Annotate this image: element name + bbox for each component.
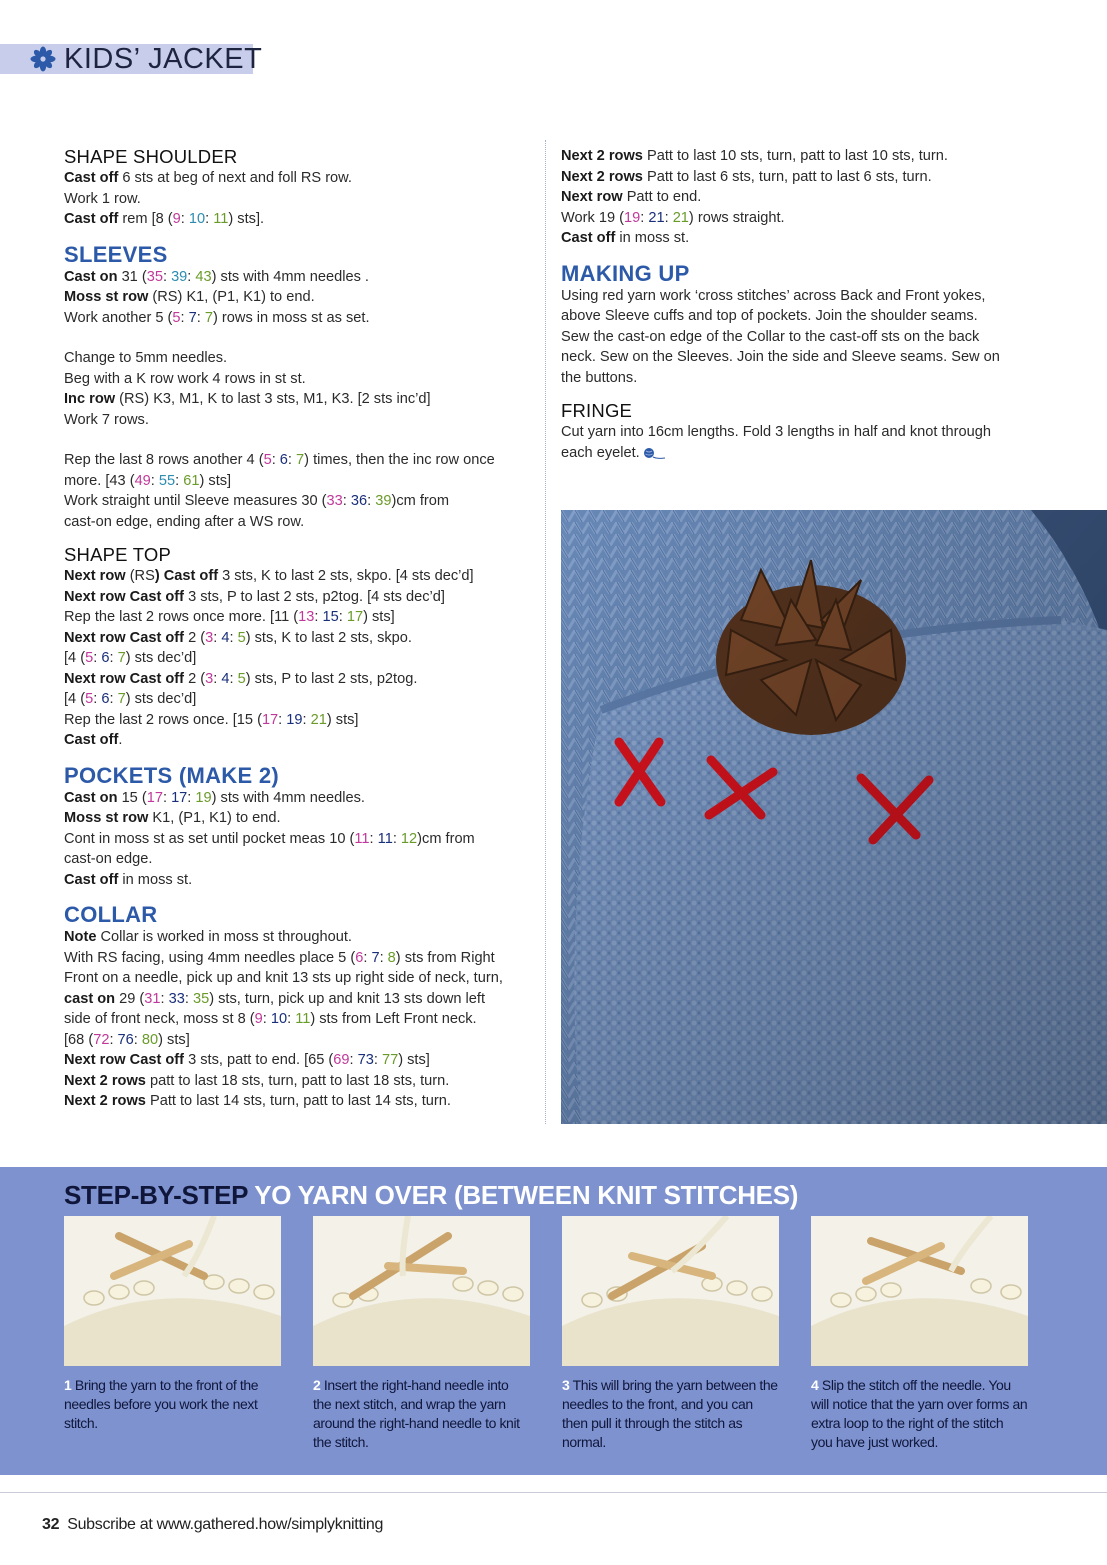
text-line: Rep the last 8 rows another 4 (5: 6: 7) times, then the inc row once	[64, 452, 495, 468]
step-by-step-title: STEP-BY-STEP YO YARN OVER (BETWEEN KNIT STITCHES)	[64, 1180, 799, 1210]
text-line: Cast on 31 (35: 39: 43) sts with 4mm needles .	[64, 268, 369, 285]
needles-illustration	[562, 1216, 779, 1366]
text-line: cast-on edge.	[64, 851, 153, 867]
step-2-photo	[313, 1216, 530, 1366]
section-collar-continued	[561, 146, 1031, 249]
step-3-caption: 3 This will bring the yarn between the needles to the front, and you can then pull it through the stitch as normal.	[562, 1377, 778, 1450]
text-line: Rep the last 2 rows once. [15 (17: 19: 21) sts]	[64, 711, 359, 728]
text-line: [4 (5: 6: 7) sts dec’d]	[64, 650, 197, 666]
text-line: Cast on 15 (17: 17: 19) sts with 4mm needles.	[64, 789, 365, 806]
text-line: Rep the last 2 rows once more. [11 (13: 15: 17) sts]	[64, 609, 395, 625]
text-line: Cast off in moss st.	[64, 871, 193, 888]
text-line: Sew the cast-on edge of the Collar to the cast-off sts on the back	[561, 328, 980, 345]
text-line: Next row Cast off 3 sts, P to last 2 sts, p2tog. [4 sts dec’d]	[64, 588, 445, 605]
text-line: Next row Cast off 2 (3: 4: 5) sts, K to last 2 sts, skpo.	[64, 629, 412, 646]
text-line: Moss st row (RS) K1, (P1, K1) to end.	[64, 289, 315, 305]
heading-collar: COLLAR	[64, 902, 158, 927]
section-fringe	[561, 400, 1031, 463]
step-3-photo	[562, 1216, 779, 1366]
column-divider	[545, 140, 546, 1124]
text-line: Moss st row K1, (P1, K1) to end.	[64, 810, 281, 826]
heading-shape-shoulder: SHAPE SHOULDER	[64, 146, 238, 167]
text-line: Cast off 6 sts at beg of next and foll RS row.	[64, 170, 352, 186]
footer-divider	[0, 1492, 1107, 1493]
text-line: Next row Cast off 2 (3: 4: 5) sts, P to last 2 sts, p2tog.	[64, 670, 418, 687]
heading-fringe: FRINGE	[561, 400, 633, 421]
text-line: Note Collar is worked in moss st throughout.	[64, 929, 352, 945]
step-1-caption: 1 Bring the yarn to the front of the needles before you work the next stitch.	[64, 1377, 259, 1431]
text-line: side of front neck, moss st 8 (9: 10: 11) sts from Left Front neck.	[64, 1011, 477, 1027]
flower-icon	[30, 46, 56, 72]
text-line: Next row (RS) Cast off 3 sts, K to last 2 sts, skpo. [4 sts dec’d]	[64, 568, 474, 584]
right-column	[561, 146, 1031, 463]
text-line: Next 2 rows patt to last 18 sts, turn, patt to last 18 sts, turn.	[64, 1072, 450, 1089]
text-line: more. [43 (49: 55: 61) sts]	[64, 472, 232, 489]
heading-sleeves: SLEEVES	[64, 241, 168, 267]
pocket-photo	[561, 510, 1107, 1124]
text-line: Next 2 rows Patt to last 10 sts, turn, patt to last 10 sts, turn.	[561, 148, 948, 164]
step-4-photo	[811, 1216, 1028, 1366]
text-line: cast on 29 (31: 33: 35) sts, turn, pick up and knit 13 sts down left	[64, 990, 486, 1007]
section-collar	[64, 902, 534, 1112]
page-number: 32	[42, 1516, 60, 1533]
text-line: Front on a needle, pick up and knit 13 sts up right side of neck, turn,	[64, 970, 503, 986]
text-line: Work straight until Sleeve measures 30 (33: 36: 39)cm from	[64, 493, 450, 509]
needles-illustration	[64, 1216, 281, 1366]
section-shape-shoulder	[64, 146, 534, 230]
yarn-ball-icon	[643, 447, 665, 459]
subscribe-link[interactable]: Subscribe at www.gathered.how/simplyknitting	[67, 1516, 384, 1533]
heading-shape-top: SHAPE TOP	[64, 544, 172, 565]
header	[30, 40, 262, 78]
text-line: above Sleeve cuffs and top of pockets. Join the shoulder seams.	[561, 308, 978, 324]
text-line: Cast off rem [8 (9: 10: 11) sts].	[64, 211, 265, 227]
text-line: Cast off in moss st.	[561, 230, 690, 246]
heading-making-up: MAKING UP	[561, 260, 690, 286]
header-title: KIDS’ JACKET	[64, 42, 263, 75]
text-line: With RS facing, using 4mm needles place 5 (6: 7: 8) sts from Right	[64, 949, 495, 966]
step-4-caption: 4 Slip the stitch off the needle. You will notice that the yarn over forms an extra loop to the right of the stitch you have just worked.	[811, 1377, 1028, 1450]
text-line: Work 1 row.	[64, 190, 141, 207]
footer	[42, 1516, 383, 1534]
text-line: [4 (5: 6: 7) sts dec’d]	[64, 691, 197, 707]
left-column	[64, 146, 534, 1112]
section-shape-top	[64, 544, 534, 751]
text-line: Next 2 rows Patt to last 14 sts, turn, patt to last 14 sts, turn.	[64, 1093, 451, 1109]
text-line: Next row Patt to end.	[561, 189, 702, 205]
text-line: Beg with a K row work 4 rows in st st.	[64, 370, 306, 387]
text-line: Next row Cast off 3 sts, patt to end. [65 (69: 73: 77) sts]	[64, 1052, 430, 1068]
text-line: neck. Sew on the Sleeves. Join the side and Sleeve seams. Sew on	[561, 349, 1000, 365]
text-line: cast-on edge, ending after a WS row.	[64, 513, 305, 530]
section-pockets	[64, 763, 534, 891]
needles-illustration	[313, 1216, 530, 1366]
text-line: Cast off.	[64, 732, 123, 748]
text-line: Inc row (RS) K3, M1, K to last 3 sts, M1, K3. [2 sts inc’d]	[64, 391, 431, 407]
section-sleeves	[64, 242, 534, 533]
text-line: Change to 5mm needles.	[64, 350, 228, 366]
text-line: each eyelet.	[561, 443, 1031, 464]
needles-illustration	[811, 1216, 1028, 1366]
pocket-photo-illustration	[561, 510, 1107, 1124]
step-2-caption: 2 Insert the right-hand needle into the next stitch, and wrap the yarn around the right-hand needle to knit the stitch.	[313, 1377, 520, 1450]
text-line: Cut yarn into 16cm lengths. Fold 3 lengths in half and knot through	[561, 424, 991, 440]
heading-pockets: POCKETS (MAKE 2)	[64, 762, 280, 788]
text-line: Work another 5 (5: 7: 7) rows in moss st as set.	[64, 309, 370, 326]
text-line: Cont in moss st as set until pocket meas 10 (11: 11: 12)cm from	[64, 830, 475, 847]
text-line: [68 (72: 76: 80) sts]	[64, 1031, 190, 1048]
text-line: Work 7 rows.	[64, 411, 149, 428]
text-line: Next 2 rows Patt to last 6 sts, turn, patt to last 6 sts, turn.	[561, 168, 932, 185]
section-making-up	[561, 261, 1031, 389]
step-1-photo	[64, 1216, 281, 1366]
text-line: Work 19 (19: 21: 21) rows straight.	[561, 209, 785, 226]
text-line: Using red yarn work ‘cross stitches’ across Back and Front yokes,	[561, 287, 986, 304]
text-line: the buttons.	[561, 369, 638, 386]
